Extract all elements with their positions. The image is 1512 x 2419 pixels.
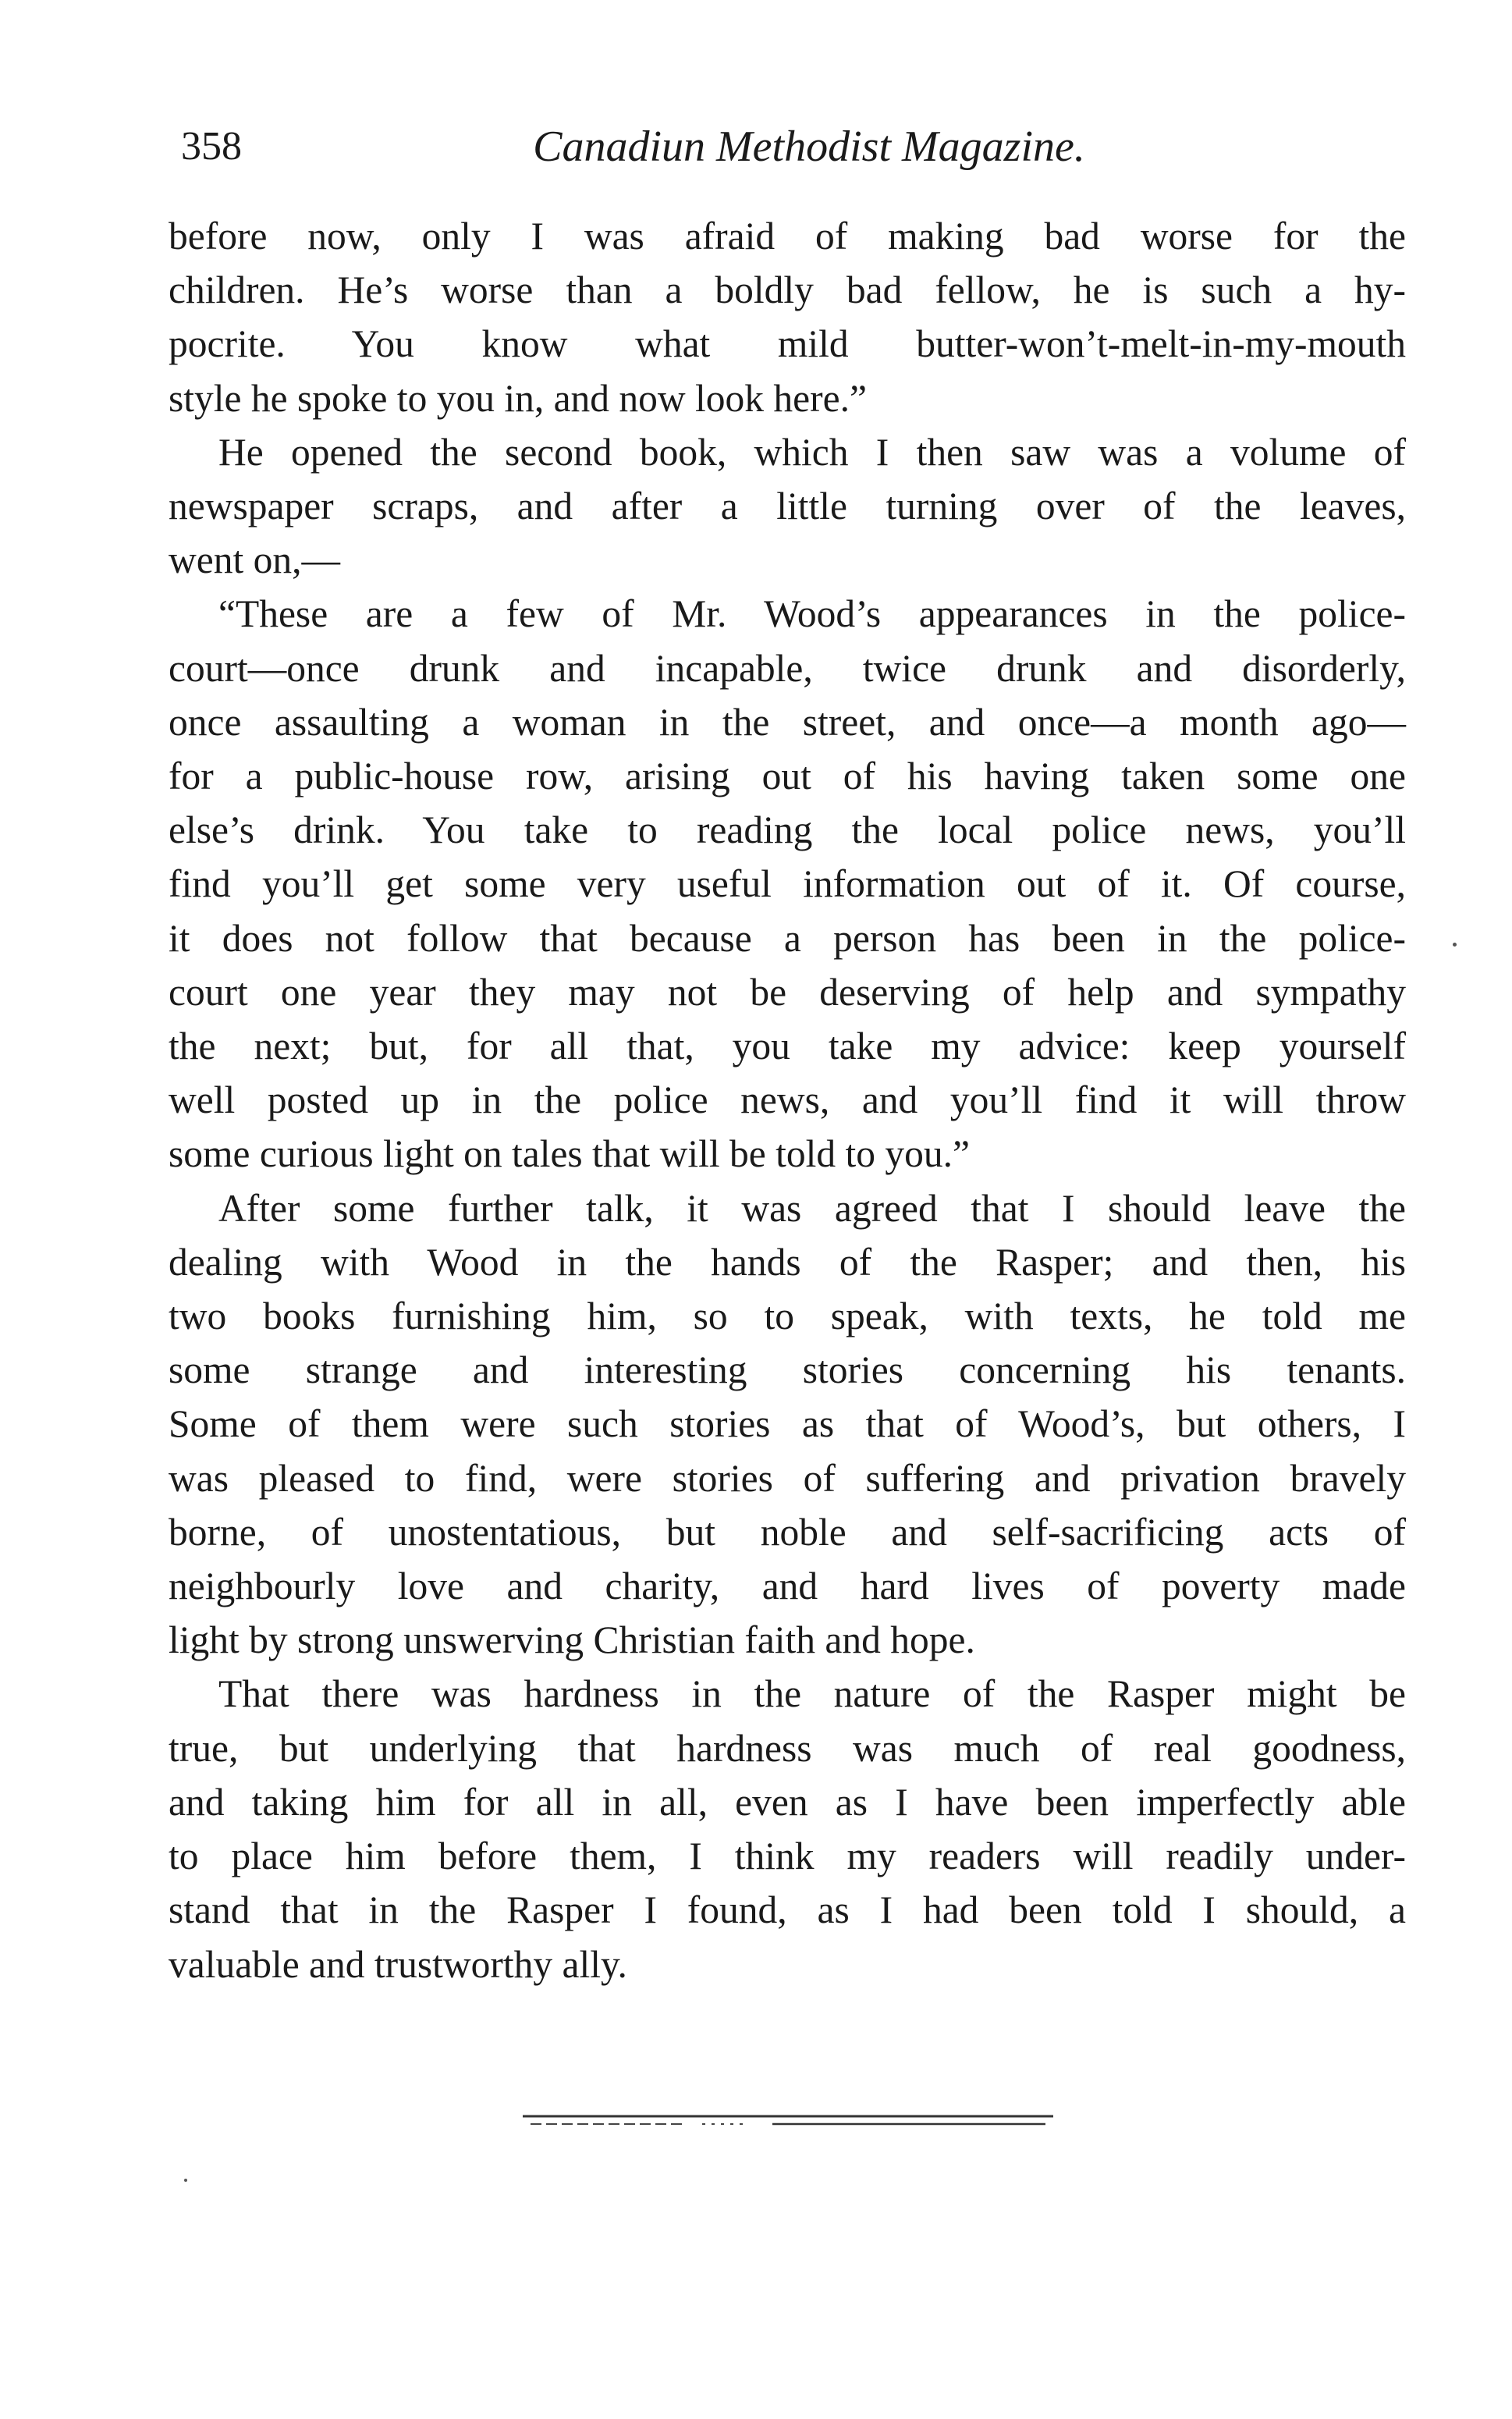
text-line: before now, only I was afraid of making bad worse for the — [169, 215, 1406, 258]
page-number: 358 — [181, 124, 242, 169]
text-line: was pleased to find, were stories of suffering and privation bravely — [169, 1456, 1406, 1500]
text-line: once assaulting a woman in the street, and once—a month ago— — [169, 700, 1406, 744]
running-header — [181, 115, 1406, 178]
text-line: valuable and trustworthy ally. — [169, 1942, 627, 1986]
text-line: Some of them were such stories as that of Wood’s, but others, I — [169, 1402, 1406, 1446]
text-line: dealing with Wood in the hands of the Rasper; and then, his — [169, 1240, 1406, 1284]
text-line: newspaper scraps, and after a little turning over of the leaves, — [169, 485, 1406, 528]
text-line: the next; but, for all that, you take my advice: keep yourself — [169, 1025, 1406, 1068]
text-line: That there was hardness in the nature of the Rasper might be — [218, 1672, 1406, 1716]
stray-mark — [184, 2179, 187, 2182]
text-line: “These are a few of Mr. Wood’s appearances in the police- — [218, 592, 1406, 636]
text-line: true, but underlying that hardness was much of real goodness, — [169, 1726, 1406, 1770]
stray-mark — [1453, 943, 1457, 947]
section-end-rule — [515, 2107, 1061, 2138]
text-line: well posted up in the police news, and you’ll find it will throw — [169, 1078, 1406, 1122]
text-line: some curious light on tales that will be told to you.” — [169, 1132, 970, 1176]
text-line: After some further talk, it was agreed that I should leave the — [218, 1186, 1406, 1230]
running-title: Canadiun Methodist Magazine. — [533, 123, 1085, 171]
text-line: two books furnishing him, so to speak, with texts, he told me — [169, 1295, 1406, 1338]
text-line: some strange and interesting stories concerning his tenants. — [169, 1348, 1406, 1392]
text-line: went on,— — [169, 538, 340, 582]
body-text — [169, 209, 1406, 1991]
text-line: light by strong unswerving Christian faith and hope. — [169, 1618, 975, 1662]
text-line: neighbourly love and charity, and hard lives of poverty made — [169, 1565, 1406, 1608]
text-line: style he spoke to you in, and now look here.” — [169, 376, 867, 420]
text-line: pocrite. You know what mild butter-won’t-melt-in-my-mouth — [169, 322, 1406, 366]
text-line: He opened the second book, which I then saw was a volume of — [218, 430, 1406, 474]
text-line: it does not follow that because a person has been in the police- — [169, 916, 1406, 960]
text-line: to place him before them, I think my readers will readily under- — [169, 1835, 1406, 1878]
text-line: borne, of unostentatious, but noble and self-sacrificing acts of — [169, 1510, 1406, 1554]
text-line: court—once drunk and incapable, twice drunk and disorderly, — [169, 646, 1406, 690]
text-line: and taking him for all in all, even as I have been imperfectly able — [169, 1780, 1406, 1824]
text-line: for a public-house row, arising out of his having taken some one — [169, 755, 1406, 798]
text-line: court one year they may not be deserving of help and sympathy — [169, 970, 1406, 1014]
text-line: find you’ll get some very useful information out of it. Of course, — [169, 862, 1406, 906]
text-line: children. He’s worse than a boldly bad fellow, he is such a hy- — [169, 268, 1406, 312]
text-line: stand that in the Rasper I found, as I had been told I should, a — [169, 1888, 1406, 1932]
text-line: else’s drink. You take to reading the local police news, you’ll — [169, 808, 1406, 852]
